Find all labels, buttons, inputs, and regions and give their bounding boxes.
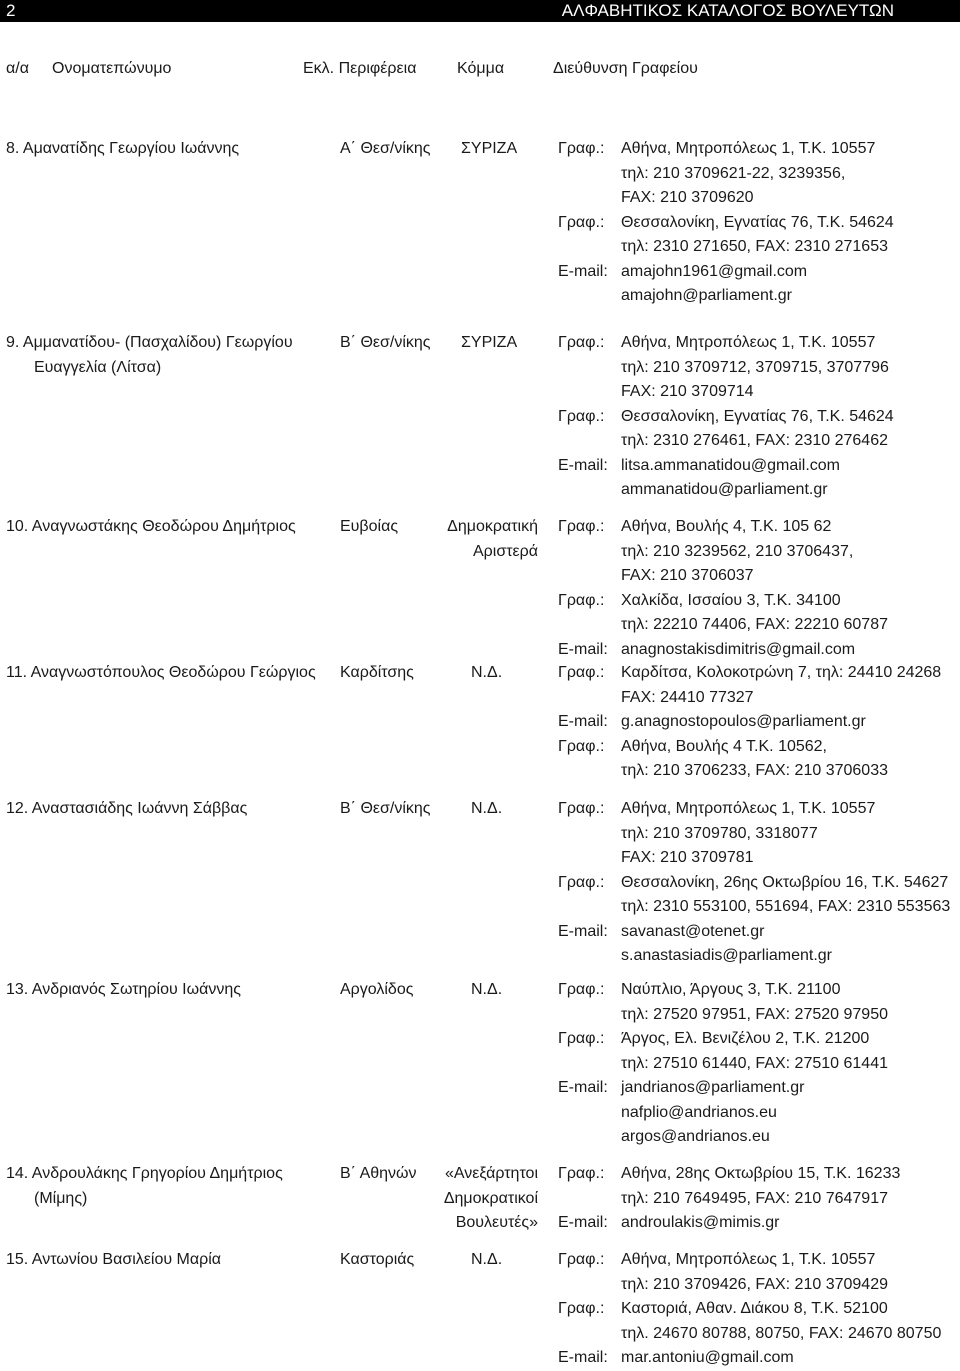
contact-value: τηλ: 210 3709712, 3709715, 3707796 — [621, 358, 889, 376]
party-name: Ν.Δ. — [471, 1251, 503, 1268]
electoral-region: Α΄ Θεσ/νίκης — [340, 140, 431, 157]
contact-label: Γραφ.: — [558, 591, 605, 609]
contact-label: Γραφ.: — [558, 334, 605, 351]
contact-value: τηλ: 210 3709780, 3318077 — [621, 824, 818, 842]
deputy-name-continued: Ευαγγελία (Λίτσα) — [34, 358, 162, 376]
contact-label: Γραφ.: — [558, 664, 605, 681]
contact-value: savanast@otenet.gr — [621, 922, 765, 940]
contact-value: androulakis@mimis.gr — [621, 1214, 780, 1231]
electoral-region: Ευβοίας — [340, 518, 399, 535]
electoral-region: Καρδίτσης — [340, 664, 414, 681]
party-name: ΣΥΡΙΖΑ — [461, 334, 518, 351]
contact-label: Γραφ.: — [558, 140, 605, 157]
contact-value: FAX: 210 3709620 — [621, 189, 754, 206]
contact-value: Ναύπλιο, Άργους 3, Τ.Κ. 21100 — [621, 981, 841, 998]
contact-value: ammanatidou@parliament.gr — [621, 481, 828, 498]
contact-value: τηλ: 210 3709426, FAX: 210 3709429 — [621, 1275, 888, 1293]
contact-value: argos@andrianos.eu — [621, 1128, 770, 1145]
contact-value: Αθήνα, 28ης Οκτωβρίου 15, Τ.Κ. 16233 — [621, 1165, 901, 1182]
deputy-name-continued: (Μίμης) — [34, 1189, 88, 1207]
party-name: Ν.Δ. — [471, 981, 503, 998]
contact-label: Γραφ.: — [558, 518, 605, 535]
party-name: Αριστερά — [472, 542, 538, 560]
contact-value: nafplio@andrianos.eu — [621, 1103, 777, 1121]
deputy-name: 12. Αναστασιάδης Ιωάννη Σάββας — [6, 800, 248, 817]
deputy-name: 14. Ανδρουλάκης Γρηγορίου Δημήτριος — [6, 1165, 283, 1182]
deputy-name: 9. Αμμανατίδου- (Πασχαλίδου) Γεωργίου — [6, 334, 293, 351]
contact-label: E-mail: — [558, 1079, 608, 1096]
contact-value: FAX: 210 3709781 — [621, 849, 754, 866]
contact-label: E-mail: — [558, 1349, 608, 1366]
party-name: «Ανεξάρτητοι — [444, 1165, 538, 1182]
contact-value: τηλ: 210 7649495, FAX: 210 7647917 — [621, 1189, 888, 1207]
contact-label: Γραφ.: — [558, 1030, 605, 1047]
column-header-address: Διεύθυνση Γραφείου — [553, 60, 698, 77]
contact-value: s.anastasiadis@parliament.gr — [621, 947, 833, 964]
party-name: Ν.Δ. — [471, 664, 503, 681]
contact-label: Γραφ.: — [558, 981, 605, 998]
party-name: Δημοκρατική — [447, 518, 538, 535]
contact-value: τηλ: 2310 271650, FAX: 2310 271653 — [621, 238, 888, 255]
contact-value: Θεσσαλονίκη, Εγνατίας 76, Τ.Κ. 54624 — [621, 213, 894, 231]
party-name: ΣΥΡΙΖΑ — [461, 140, 518, 157]
page-title: ΑΛΦΑΒΗΤΙΚΟΣ ΚΑΤΑΛΟΓΟΣ ΒΟΥΛΕΥΤΩΝ — [561, 1, 894, 20]
contact-value: FAX: 210 3706037 — [621, 567, 754, 584]
contact-value: FAX: 24410 77327 — [621, 688, 754, 706]
contact-label: Γραφ.: — [558, 1165, 605, 1182]
contact-label: E-mail: — [558, 1214, 608, 1231]
contact-value: amajohn@parliament.gr — [621, 287, 792, 304]
electoral-region: Αργολίδος — [340, 981, 414, 998]
deputy-name: 11. Αναγνωστόπουλος Θεοδώρου Γεώργιος — [6, 664, 316, 681]
party-name: Βουλευτές» — [455, 1214, 538, 1231]
page-number: 2 — [6, 1, 16, 20]
contact-label: E-mail: — [558, 640, 608, 658]
contact-value: Χαλκίδα, Ισσαίου 3, Τ.Κ. 34100 — [621, 591, 841, 609]
column-headers — [0, 58, 960, 80]
column-header-name: Ονοματεπώνυμο — [52, 60, 172, 77]
column-header-aa: α/α — [6, 60, 29, 77]
contact-value: τηλ: 210 3706233, FAX: 210 3706033 — [621, 762, 888, 779]
electoral-region: Β΄ Θεσ/νίκης — [340, 800, 431, 817]
contact-value: litsa.ammanatidou@gmail.com — [621, 456, 840, 474]
deputy-name: 8. Αμανατίδης Γεωργίου Ιωάννης — [6, 140, 240, 157]
contact-label: Γραφ.: — [558, 873, 605, 891]
contact-value: τηλ: 210 3709621-22, 3239356, — [621, 164, 846, 182]
contact-value: Αθήνα, Μητροπόλεως 1, Τ.Κ. 10557 — [621, 140, 876, 157]
contact-value: Αθήνα, Μητροπόλεως 1, Τ.Κ. 10557 — [621, 1251, 876, 1268]
column-header-party: Κόμμα — [457, 60, 505, 77]
contact-value: τηλ: 27520 97951, FAX: 27520 97950 — [621, 1005, 888, 1023]
contact-value: anagnostakisdimitris@gmail.com — [621, 640, 856, 658]
contact-value: Αθήνα, Μητροπόλεως 1, Τ.Κ. 10557 — [621, 800, 876, 817]
contact-value: amajohn1961@gmail.com — [621, 262, 808, 280]
contact-label: E-mail: — [558, 922, 608, 940]
contact-label: E-mail: — [558, 456, 608, 474]
contact-label: Γραφ.: — [558, 800, 605, 817]
contact-value: Θεσσαλονίκη, Εγνατίας 76, Τ.Κ. 54624 — [621, 407, 894, 425]
contact-label: E-mail: — [558, 262, 608, 280]
contact-label: Γραφ.: — [558, 737, 605, 755]
contact-value: τηλ: 210 3239562, 210 3706437, — [621, 542, 854, 560]
column-header-region: Εκλ. Περιφέρεια — [303, 60, 417, 77]
contact-value: g.anagnostopoulos@parliament.gr — [621, 713, 866, 730]
contact-value: Άργος, Ελ. Βενιζέλου 2, Τ.Κ. 21200 — [621, 1030, 870, 1047]
contact-label: Γραφ.: — [558, 213, 605, 231]
electoral-region: Β΄ Θεσ/νίκης — [340, 334, 431, 351]
page-header — [0, 0, 960, 22]
deputy-name: 10. Αναγνωστάκης Θεοδώρου Δημήτριος — [6, 518, 296, 535]
contact-label: E-mail: — [558, 713, 608, 730]
contact-value: τηλ: 2310 553100, 551694, FAX: 2310 553563 — [621, 898, 951, 915]
contact-value: Καστοριά, Αθαν. Διάκου 8, Τ.Κ. 52100 — [621, 1300, 888, 1317]
contact-value: Θεσσαλονίκη, 26ης Οκτωβρίου 16, Τ.Κ. 54627 — [621, 873, 949, 891]
contact-value: Καρδίτσα, Κολοκοτρώνη 7, τηλ: 24410 24268 — [621, 664, 942, 681]
contact-value: mar.antoniu@gmail.com — [621, 1349, 794, 1366]
contact-value: τηλ: 27510 61440, FAX: 27510 61441 — [621, 1054, 888, 1072]
contact-value: FAX: 210 3709714 — [621, 383, 754, 400]
electoral-region: Καστοριάς — [340, 1251, 415, 1268]
electoral-region: Β΄ Αθηνών — [340, 1165, 417, 1182]
contact-value: jandrianos@parliament.gr — [621, 1079, 805, 1096]
party-name: Ν.Δ. — [471, 800, 503, 817]
contact-label: Γραφ.: — [558, 1251, 605, 1268]
contact-label: Γραφ.: — [558, 407, 605, 425]
contact-value: Αθήνα, Βουλής 4, Τ.Κ. 105 62 — [621, 518, 832, 535]
contact-value: Αθήνα, Μητροπόλεως 1, Τ.Κ. 10557 — [621, 334, 876, 351]
contact-value: τηλ: 2310 276461, FAX: 2310 276462 — [621, 432, 888, 449]
deputy-name: 15. Αντωνίου Βασιλείου Μαρία — [6, 1251, 222, 1268]
contact-value: τηλ. 24670 80788, 80750, FAX: 24670 80750 — [621, 1324, 942, 1342]
contact-value: Αθήνα, Βουλής 4 Τ.Κ. 10562, — [621, 737, 827, 755]
party-name: Δημοκρατικοί — [443, 1189, 538, 1207]
deputy-name: 13. Ανδριανός Σωτηρίου Ιωάννης — [6, 981, 241, 998]
contact-value: τηλ: 22210 74406, FAX: 22210 60787 — [621, 616, 888, 633]
contact-label: Γραφ.: — [558, 1300, 605, 1317]
